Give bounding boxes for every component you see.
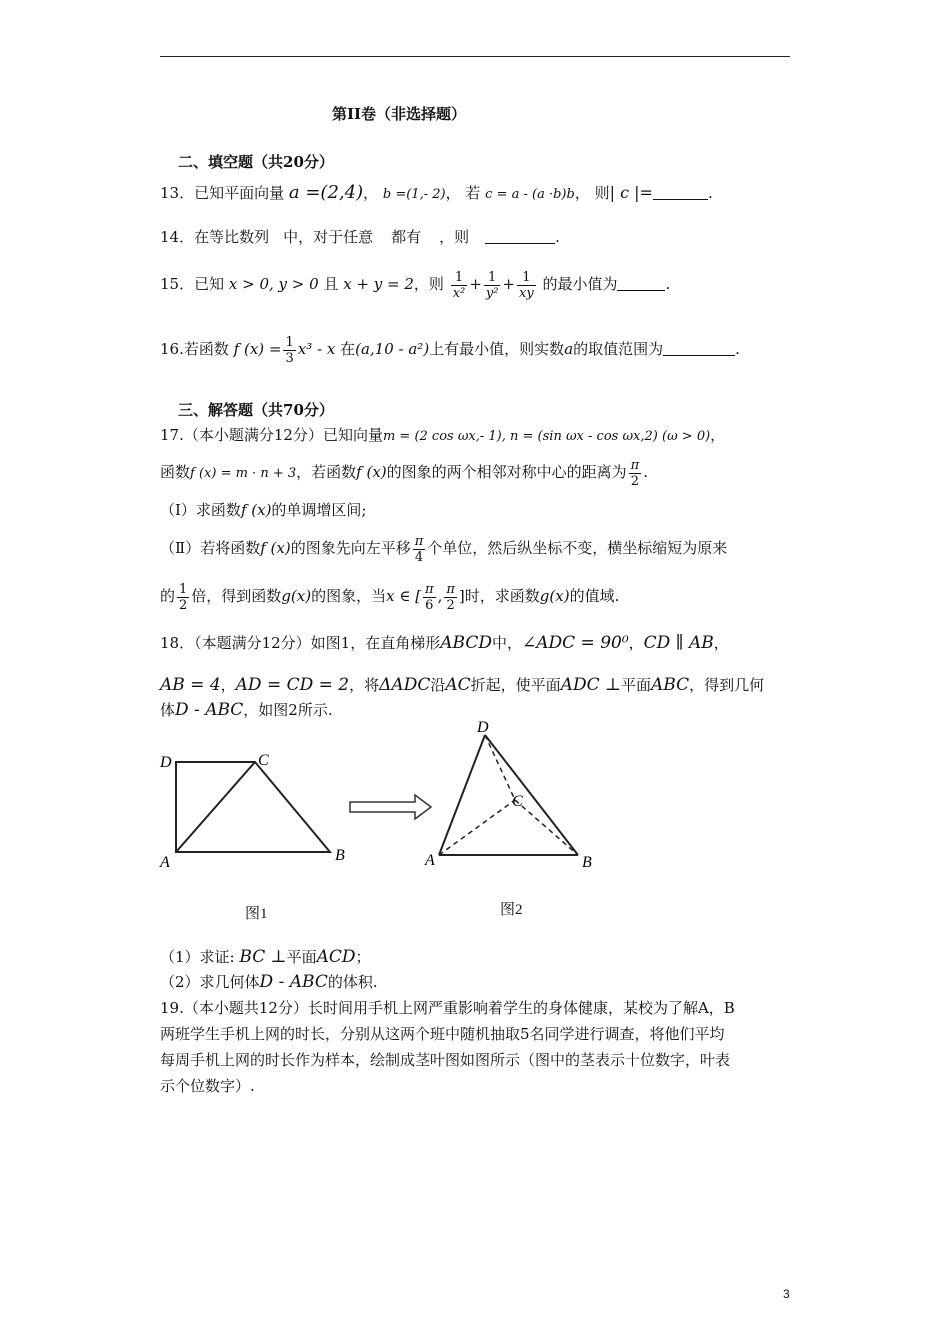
q19-line-2: 两班学生手机上网的时长，分别从这两个班中随机抽取5名同学进行调查，将他们平均 xyxy=(160,1025,725,1043)
q17-part-1 xyxy=(160,500,366,520)
section-heading-answers: 三、解答题（共70分） xyxy=(178,401,334,419)
q16-interval: (a,10 - a²) xyxy=(355,340,430,358)
q18-line-2 xyxy=(160,672,764,698)
q13-vector-a: a =(2,4) xyxy=(288,182,364,203)
q17-part2-fx: f (x) xyxy=(260,539,291,557)
q17-line-2 xyxy=(160,452,648,492)
figure-1-trapezoid xyxy=(159,752,345,871)
q18-acd: ACD xyxy=(316,947,356,967)
q17-part2-label: （Ⅱ）若将函数 xyxy=(160,539,261,557)
q14-period: . xyxy=(555,228,560,246)
edge-ad xyxy=(439,735,485,855)
q16-function-rest: x³ - x xyxy=(297,340,336,358)
q18-ad-cd: AD = CD = 2 xyxy=(235,675,350,695)
q17-fraction-half: $\frac{1}{2}$ xyxy=(179,581,188,613)
q15-fraction-1: $\frac{1}{\text{x²}}$ xyxy=(452,269,466,301)
q19-line-4: 示个位数字）. xyxy=(160,1077,255,1095)
q18-comma-3: ， xyxy=(220,676,236,694)
q17-part-2-cont: 的 $\frac{1}{2}$ 倍，得到函数g(x)的图象，当x ∈ [ $\frac{\pi}{6}$ , $\frac{\pi}{2}$ ]时，求函数g(x)的值域. xyxy=(160,581,620,613)
q15-sum: x + y = 2 xyxy=(343,275,414,293)
q17-part2-of: 的 xyxy=(160,587,176,605)
fig2-label-c: C xyxy=(512,793,523,810)
figure-2-tetrahedron xyxy=(424,720,592,871)
q16-period: . xyxy=(735,340,740,358)
q17-line-1 xyxy=(160,425,725,447)
diagonal-ac xyxy=(176,762,255,852)
q17-part2-text-2: 个单位，然后纵坐标不变，横坐标缩短为原来 xyxy=(427,539,728,557)
q19-line-1: 19.（本小题共12分）长时间用手机上网严重影响着学生的身体健康，某校为了解A，B xyxy=(160,999,735,1017)
page-number: 3 xyxy=(783,1287,790,1301)
q18-sub2-label: （2）求几何体 xyxy=(160,973,260,991)
q17-x-in: x ∈ [ xyxy=(386,587,422,605)
question-13: 13．已知平面向量 a =(2,4)， b =(1,- 2)， 若 c = a - (a ·b)b， 则| c |= . xyxy=(160,182,713,203)
q18-bc-perp: BC ⊥ xyxy=(239,947,287,967)
q14-answer-blank xyxy=(485,229,555,244)
q14-number: 14． xyxy=(160,228,195,246)
q17-fraction-pi-2: $\frac{\pi}{2}$ xyxy=(630,457,640,489)
q18-ac: AC xyxy=(445,675,471,695)
q15-plus-2: + xyxy=(502,275,515,293)
q16-text-range: 的取值范围为 xyxy=(573,340,664,358)
question-16 xyxy=(160,324,740,374)
q17-intro: 17.（本小题满分12分）已知向量 xyxy=(160,426,383,444)
q16-fraction: $\frac{1}{3}$ xyxy=(285,334,294,366)
fig1-label-c: C xyxy=(258,752,269,769)
q17-part2-text: 的图象先向左平移 xyxy=(290,539,411,557)
q13-text-then: 则 xyxy=(594,184,610,202)
q18-line-1 xyxy=(160,628,729,658)
top-rule xyxy=(160,56,790,57)
q18-in: 中， xyxy=(491,634,522,652)
q18-sub-2 xyxy=(160,970,378,994)
q17-fraction-pi-2b: $\frac{\pi}{2}$ xyxy=(446,581,455,613)
q14-text-2: 中，对于任意 xyxy=(283,228,374,246)
q16-number: 16. xyxy=(160,340,184,358)
q15-condition: x > 0, y > 0 xyxy=(228,275,319,293)
q18-solid: D - ABC xyxy=(175,700,244,720)
q18-body: 体 xyxy=(160,701,176,719)
q17-part1-fx: f (x) xyxy=(240,501,272,519)
q15-number: 15． xyxy=(160,275,195,293)
q18-as-shown: ，如图2所示. xyxy=(243,701,333,719)
q17-gx: g(x) xyxy=(281,587,312,605)
q18-angle: ∠ADC = 90⁰ xyxy=(521,633,629,653)
fig1-label-d: D xyxy=(160,754,172,771)
q17-part2-times: 倍，得到函数 xyxy=(191,587,282,605)
fig2-label-d: D xyxy=(477,720,489,736)
q17-func-def: f (x) = m · n + 3 xyxy=(190,466,297,481)
q14-text-4: ，则 xyxy=(439,228,470,246)
edge-db xyxy=(485,735,578,855)
q13-answer-blank xyxy=(653,185,708,200)
q18-fold: ，将 xyxy=(349,676,380,694)
section-heading-fill-in: 二、填空题（共20分） xyxy=(178,153,334,171)
q18-comma: ， xyxy=(628,634,644,652)
q18-get: ，得到几何 xyxy=(689,676,765,694)
q17-text-distance: 的图象的两个相邻对称中心的距离为 xyxy=(386,463,627,481)
q14-text: 在等比数列 xyxy=(194,228,270,246)
q15-text-then: ，则 xyxy=(413,275,444,293)
q17-fx: f (x) xyxy=(356,463,387,481)
q17-part2-find: 时，求函数 xyxy=(464,587,540,605)
q17-comma: ， xyxy=(710,426,726,444)
arrow-icon xyxy=(350,795,431,819)
fig2-label-b: B xyxy=(582,854,592,871)
q18-abcd: ABCD xyxy=(440,633,492,653)
q18-plane-adc: ADC ⊥ xyxy=(560,675,621,695)
fig1-label-b: B xyxy=(335,847,345,864)
question-14 xyxy=(160,227,560,247)
q17-part-2 xyxy=(160,528,727,568)
q16-text-min: 上有最小值，则实数 xyxy=(429,340,565,358)
q17-fraction-pi-6: $\frac{\pi}{6}$ xyxy=(425,581,434,613)
q17-fraction-pi-4: $\frac{\pi}{4}$ xyxy=(414,533,424,565)
figure-2-caption: 图2 xyxy=(500,902,523,918)
q17-gx-2: g(x) xyxy=(539,587,570,605)
q18-sub-1 xyxy=(160,945,371,969)
q17-part2-range: 的值域. xyxy=(569,587,620,605)
q15-plus-1: + xyxy=(469,275,482,293)
q17-part2-when: 的图象，当 xyxy=(311,587,387,605)
q19-line-3: 每周手机上网的时长作为样本，绘制成茎叶图如图所示（图中的茎表示十位数字，叶表 xyxy=(160,1051,731,1069)
q17-part1-text: 的单调增区间; xyxy=(271,501,367,519)
q15-fraction-2: $\frac{1}{\text{y²}}$ xyxy=(485,269,499,301)
q18-sub2-volume: 的体积. xyxy=(327,973,378,991)
question-15 xyxy=(160,258,670,310)
q16-var-a: a xyxy=(564,340,574,358)
q15-text: 已知 xyxy=(194,275,225,293)
edge-cb xyxy=(515,800,578,855)
q18-ab: AB = 4 xyxy=(160,675,221,695)
q13-text: 已知平面向量 xyxy=(194,184,285,202)
q13-period: . xyxy=(707,184,713,202)
q13-abs-c: | c |= xyxy=(609,183,653,202)
q18-triangle: ΔADC xyxy=(379,675,431,695)
q18-figures xyxy=(150,720,620,890)
figure-1-caption: 图1 xyxy=(245,906,268,922)
q17-vectors: m = (2 cos ωx,- 1), n = (sin ωx - cos ωx,2) (ω > 0) xyxy=(382,429,711,444)
page-title: 第II卷（非选择题） xyxy=(332,105,467,123)
q16-text-on: 在 xyxy=(340,340,356,358)
fig2-label-a: A xyxy=(425,852,435,869)
trapezoid-outline xyxy=(176,762,330,852)
q16-function: f (x) = xyxy=(233,340,282,358)
q15-text-and: 且 xyxy=(323,275,339,293)
q18-fold-text: 折起，使平面 xyxy=(470,676,561,694)
q18-sub2-solid: D - ABC xyxy=(259,972,328,992)
q15-period: . xyxy=(665,275,671,293)
q18-comma-2: ， xyxy=(713,634,729,652)
q13-text-if: 若 xyxy=(465,184,481,202)
q18-along: 沿 xyxy=(430,676,446,694)
q13-vector-b: b =(1,- 2) xyxy=(382,187,446,202)
fig1-label-a: A xyxy=(160,854,170,871)
q18-plane-abc: ABC xyxy=(651,675,690,695)
q15-fraction-3: $\frac{1}{xy}$ xyxy=(518,269,534,301)
q18-intro: 18．（本题满分12分）如图1，在直角梯形 xyxy=(160,634,441,652)
q18-sub1-plane: 平面 xyxy=(286,948,317,966)
q13-number: 13． xyxy=(160,184,195,202)
q17-part1-label: （Ⅰ）求函数 xyxy=(160,501,241,519)
q14-text-3: 都有 xyxy=(391,228,422,246)
q18-parallel: CD ∥ AB xyxy=(643,633,714,653)
q13-vector-c: c = a - (a ·b)b xyxy=(485,187,575,202)
q15-text-min: 的最小值为 xyxy=(542,275,618,293)
q18-plane: 平面 xyxy=(620,676,651,694)
q17-text-if: ，若函数 xyxy=(296,463,357,481)
q17-period: . xyxy=(643,463,648,481)
q16-text: 若函数 xyxy=(183,340,229,358)
q17-bracket-close: ] xyxy=(458,587,465,605)
q17-func-label: 函数 xyxy=(160,463,191,481)
q16-answer-blank xyxy=(663,341,735,356)
q18-semicolon: ； xyxy=(355,948,371,966)
q18-sub1-label: （1）求证: xyxy=(160,948,235,966)
q15-answer-blank xyxy=(617,276,665,291)
